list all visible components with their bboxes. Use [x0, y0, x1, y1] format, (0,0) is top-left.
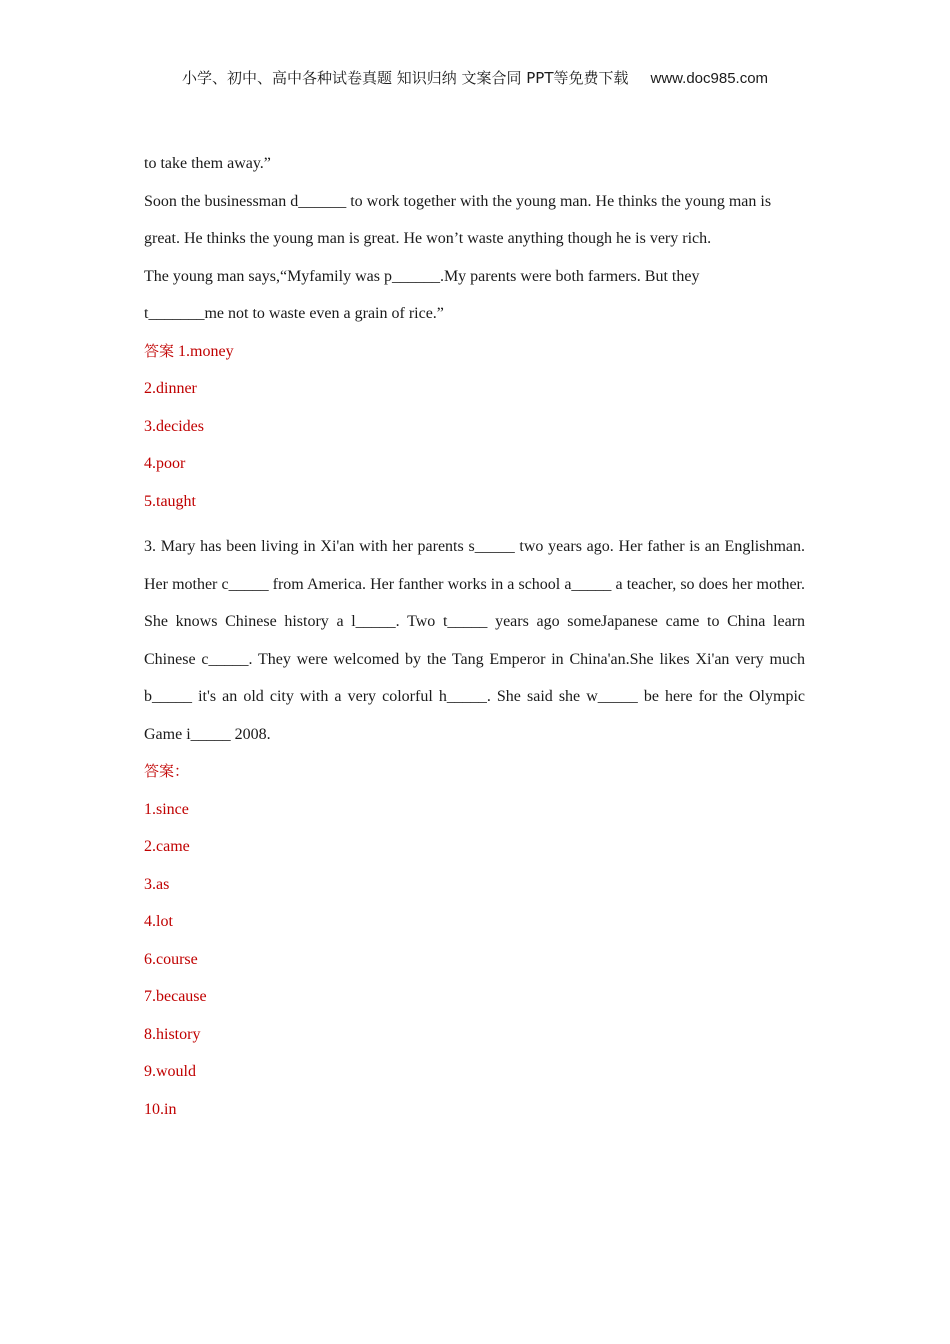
answer1-item [144, 333, 805, 371]
passage2-paragraph: 3. Mary has been living in Xi'an with her parents s_____ two years ago. Her father is an Englishman. Her mother c_____ from America. Her fanther works in a school a_____ a teacher, so does her mother. She knows Chinese history a l_____. Two t_____ years ago someJapanese came to China learn Chinese c_____. They were welcomed by the Tang Emperor in China'an.She likes Xi'an very much b_____ it's an old city with a very colorful h_____. She said she w_____ be here for the Olympic Game i_____ 2008. [144, 538, 805, 743]
passage1-line: to take them away.” [144, 155, 271, 172]
answer2-label [144, 753, 805, 791]
passage1-line: Soon the businessman d______ to work together with the young man. He thinks the young man is [144, 192, 772, 210]
answer2-item: 4.lot [144, 913, 173, 930]
header-text: 小学、初中、高中各种试卷真题 知识归纳 文案合同 PPT等免费下载 [181, 69, 629, 87]
answer1-item: 4.poor [144, 455, 186, 472]
answer2-item: 1.since [144, 800, 189, 818]
page-header [0, 67, 950, 88]
answers2-block [144, 753, 805, 1128]
answer1-item: 2.dinner [144, 380, 197, 397]
answer2-label-text: 答案： [144, 762, 190, 780]
passage1-line: The young man says,“Myfamily was p______.My parents were both farmers. But they [144, 267, 700, 285]
answer2-item: 6.course [144, 950, 198, 968]
answer1-label: 答案 [144, 341, 175, 360]
answer2-item: 10.in [144, 1100, 177, 1118]
answer2-item: 7.because [144, 988, 207, 1005]
answer2-item: 3.as [144, 875, 170, 893]
answer2-item: 9.would [144, 1063, 196, 1080]
answer1-item: 5.taught [144, 492, 196, 510]
passage1-line: t_______me not to waste even a grain of rice.” [144, 305, 444, 322]
answer2-item: 8.history [144, 1025, 201, 1043]
passage1-line: great. He thinks the young man is great. He won’t waste anything though he is very rich. [144, 230, 712, 247]
answer1-item: 3.decides [144, 417, 204, 435]
document-body [144, 145, 805, 1128]
answer2-item: 2.came [144, 838, 190, 855]
answer1-value: 1.money [178, 342, 234, 360]
header-site-url: www.doc985.com [650, 70, 769, 87]
